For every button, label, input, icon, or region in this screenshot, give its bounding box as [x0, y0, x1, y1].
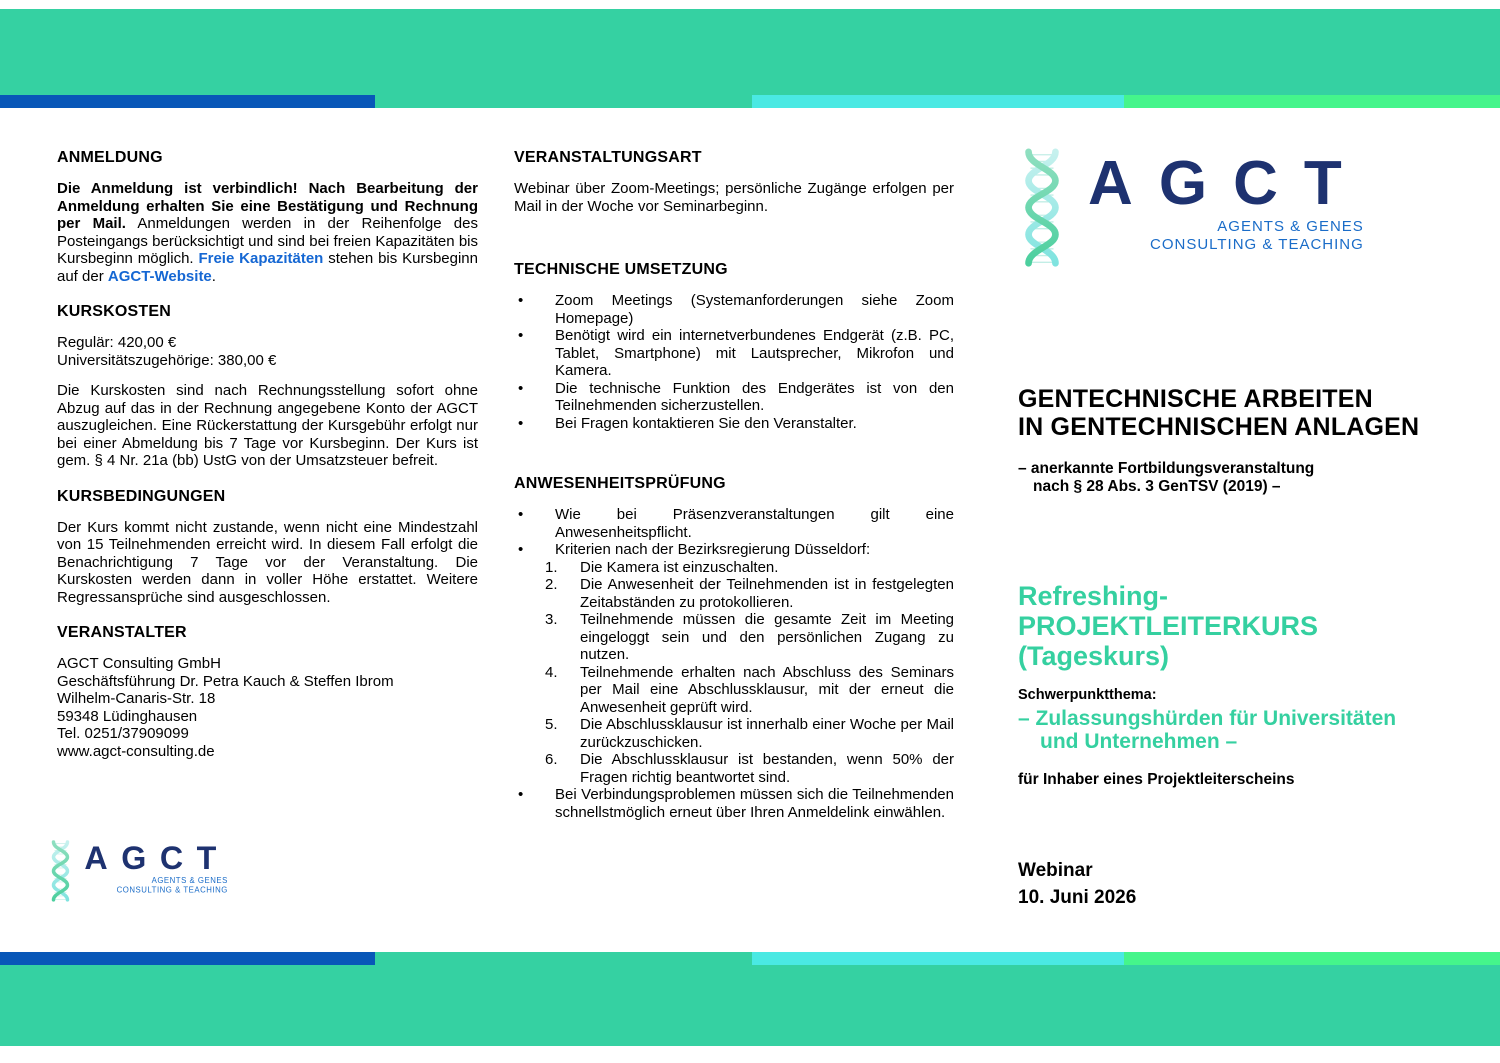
number-marker: 3. — [545, 611, 558, 628]
list-item — [545, 716, 954, 751]
price-university: Universitätszugehörige: 380,00 € — [57, 351, 277, 369]
organizer-city: 59348 Lüdinghausen — [57, 707, 198, 725]
number-marker: 4. — [545, 663, 558, 681]
price-regular: Regulär: 420,00 € — [57, 334, 177, 351]
veranstaltungsart-paragraph: Webinar über Zoom-Meetings; persönliche Zugänge erfolgen per Mail in der Woche vor Seminarbeginn. — [514, 180, 954, 215]
top-segment-blue — [0, 95, 375, 108]
veranstaltungsart-heading: VERANSTALTUNGSART — [514, 149, 702, 166]
bullet-text: Benötigt wird ein internetverbundenes Endgerät (z.B. PC, Tablet, Smartphone) mit Lautsprecher, Mikrofon und Kamera. — [555, 327, 954, 379]
link-freie-kapazitaeten[interactable]: Freie Kapazitäten — [198, 250, 324, 267]
numbered-text: Die Anwesenheit der Teilnehmenden ist in festgelegten Zeitabständen zu protokollieren. — [580, 576, 954, 611]
course-title-line1: Refreshing- — [1018, 581, 1169, 611]
bullet-text: Zoom Meetings (Systemanforderungen siehe Zoom Homepage) — [555, 292, 954, 327]
agct-logo-small-wrap — [48, 840, 398, 962]
bottom-segment-green — [1124, 952, 1500, 965]
organizer-management: Geschäftsführung Dr. Petra Kauch & Steffen Ibrom — [57, 672, 394, 690]
kursbedingungen-heading: KURSBEDINGUNGEN — [57, 487, 226, 505]
anwesenheit-bullet-list-2 — [514, 786, 954, 821]
link-agct-website[interactable]: AGCT-Website — [107, 267, 212, 285]
bullet-icon: • — [518, 414, 524, 432]
organizer-name: AGCT Consulting GmbH — [57, 655, 221, 672]
accreditation-line2: nach § 28 Abs. 3 GenTSV (2019) – — [1033, 478, 1281, 495]
list-item — [545, 559, 954, 577]
bottom-segment-teal — [375, 952, 752, 965]
list-item — [545, 751, 954, 786]
top-segment-teal — [375, 95, 752, 108]
bottom-teal-band — [0, 965, 1500, 1046]
numbered-text: Die Abschlussklausur ist innerhalb einer Woche per Mail zurückzuschicken. — [580, 716, 954, 751]
numbered-text: Teilnehmende müssen die gesamte Zeit im Meeting eingeloggt sein und den persönlichen Zugang zu nutzen. — [580, 611, 954, 663]
veranstalter-heading: VERANSTALTER — [57, 624, 187, 641]
right-column — [1018, 148, 1470, 911]
left-column — [57, 149, 478, 760]
list-item — [514, 541, 954, 559]
agct-logo-large — [1018, 148, 1470, 270]
course-title — [1018, 581, 1470, 671]
accreditation-subtitle — [1018, 460, 1470, 496]
price-list — [57, 334, 478, 369]
logo-subtext-line1: AGENTS & GENES — [151, 876, 228, 886]
bullet-text: Die technische Funktion des Endgerätes ist von den Teilnehmenden sicherzustellen. — [555, 379, 954, 414]
number-marker: 2. — [545, 576, 558, 593]
bullet-text: Bei Fragen kontaktieren Sie den Veranstalter. — [555, 414, 857, 432]
top-segment-cyan — [752, 95, 1124, 108]
anmeldung-bold-text: Die Anmeldung ist verbindlich! Nach Bearbeitung der Anmeldung erhalten Sie eine Bestätigung und Rechnung per Mail. — [57, 180, 478, 232]
middle-column — [514, 149, 954, 821]
event-info — [1018, 857, 1470, 911]
agct-logo-small — [48, 840, 230, 903]
bullet-icon: • — [518, 327, 524, 344]
section-veranstalter — [57, 624, 478, 760]
focus-topic-line1: – Zulassungshürden für Universitäten — [1018, 707, 1397, 730]
number-marker: 1. — [545, 558, 558, 576]
anmeldung-heading: ANMELDUNG — [57, 149, 163, 166]
accreditation-line1: – anerkannte Fortbildungsveranstaltung — [1018, 460, 1315, 477]
technische-heading: TECHNISCHE UMSETZUNG — [514, 261, 728, 278]
kurskosten-heading: KURSKOSTEN — [57, 303, 172, 320]
logo-text-block — [84, 842, 230, 895]
kurskosten-paragraph: Die Kurskosten sind nach Rechnungsstellung sofort ohne Abzug auf das in der Rechnung angegebene Konto der AGCT auszugleichen. Eine Rückerstattung der Kursgebühr erfolgt nur bei einer Abmeldung bis 7 Tage vor Kursbeginn. Der Kurs ist gem. § 4 Nr. 21a (bb) UstG von der Umsatzsteuer befreit. — [57, 382, 478, 469]
logo-subtext — [84, 876, 227, 895]
top-teal-band — [0, 9, 1500, 95]
numbered-text: Die Abschlussklausur ist bestanden, wenn 50% der Fragen richtig beantwortet sind. — [580, 751, 954, 786]
course-title-line2: PROJEKTLEITERKURS — [1018, 611, 1319, 641]
number-marker: 6. — [545, 751, 558, 768]
focus-topic-label: Schwerpunktthema: — [1018, 687, 1157, 703]
number-marker: 5. — [545, 716, 558, 733]
numbered-text: Teilnehmende erhalten nach Abschluss des Seminars per Mail eine Abschlussklausur, mit der erneut die Anwesenheit geprüft wird. — [580, 663, 954, 716]
bullet-text: Bei Verbindungsproblemen müssen sich die Teilnehmenden schnellstmöglich erneut über Ihren Anmeldelink einwählen. — [555, 786, 954, 821]
list-item — [514, 327, 954, 380]
section-technische-umsetzung — [514, 261, 954, 432]
list-item — [545, 611, 954, 664]
organizer-website: www.agct-consulting.de — [57, 742, 215, 760]
bullet-text: Wie bei Präsenzveranstaltungen gilt eine Anwesenheitspflicht. — [555, 506, 954, 541]
logo-letters: AGCT — [84, 840, 230, 877]
logo-subtext-line1: AGENTS & GENES — [1217, 218, 1364, 235]
bullet-text: Kriterien nach der Bezirksregierung Düsseldorf: — [555, 541, 871, 558]
focus-topic — [1018, 707, 1470, 753]
kursbedingungen-paragraph: Der Kurs kommt nicht zustande, wenn nicht eine Mindestzahl von 15 Teilnehmenden erreicht wird. In diesem Fall erfolgt die Benachrichtigung 7 Tage vor der Veranstaltung. Die Kurskosten werden dann in voller Höhe erstattet. Weitere Regressansprüche sind ausgeschlossen. — [57, 518, 478, 606]
event-date: 10. Juni 2026 — [1018, 887, 1137, 908]
section-anmeldung — [57, 149, 478, 285]
section-kursbedingungen — [57, 488, 478, 607]
anmeldung-paragraph — [57, 180, 478, 285]
anmeldung-text-3: . — [211, 267, 216, 285]
logo-subtext-line2: CONSULTING & TEACHING — [1150, 236, 1364, 253]
bottom-segment-cyan — [752, 952, 1124, 965]
anmeldung-text-2: stehen bis Kursbeginn auf der — [57, 250, 478, 285]
organizer-street: Wilhelm-Canaris-Str. 18 — [57, 690, 216, 707]
organizer-address — [57, 655, 478, 760]
bullet-icon: • — [518, 292, 524, 309]
focus-topic-line2: und Unternehmen – — [1040, 730, 1238, 753]
section-kurskosten — [57, 303, 478, 470]
bullet-icon: • — [518, 506, 524, 523]
logo-letters: AGCT — [1088, 149, 1368, 218]
bullet-icon: • — [518, 379, 524, 397]
main-title-line2: IN GENTECHNISCHEN ANLAGEN — [1018, 412, 1420, 441]
list-item — [514, 380, 954, 415]
anwesenheit-bullet-list — [514, 506, 954, 559]
logo-text-block — [1088, 149, 1368, 254]
list-item — [514, 292, 954, 327]
course-title-line3: (Tageskurs) — [1018, 641, 1170, 671]
anmeldung-text-1: Anmeldungen werden in der Reihenfolge des Posteingangs berücksichtigt und sind bei freien Kapazitäten bis Kursbeginn möglich. — [57, 215, 478, 267]
dna-helix-icon — [48, 840, 73, 903]
list-item — [514, 786, 954, 821]
main-title-line1: GENTECHNISCHE ARBEITEN — [1018, 385, 1373, 413]
criteria-numbered-list — [514, 559, 954, 787]
technische-bullet-list — [514, 292, 954, 432]
logo-subtext — [1088, 218, 1364, 254]
list-item — [545, 664, 954, 717]
target-audience: für Inhaber eines Projektleiterscheins — [1018, 771, 1295, 788]
anwesenheit-heading: ANWESENHEITSPRÜFUNG — [514, 475, 726, 492]
list-item — [514, 506, 954, 541]
organizer-phone: Tel. 0251/37909099 — [57, 725, 189, 742]
logo-subtext-line2: CONSULTING & TEACHING — [116, 885, 228, 895]
top-segment-green — [1124, 95, 1500, 108]
section-veranstaltungsart — [514, 149, 954, 215]
numbered-text: Die Kamera ist einzuschalten. — [580, 558, 779, 576]
list-item — [514, 415, 954, 433]
dna-helix-icon — [1018, 148, 1066, 270]
bullet-icon: • — [518, 541, 524, 558]
event-type: Webinar — [1018, 860, 1093, 881]
main-title — [1018, 386, 1470, 441]
list-item — [545, 576, 954, 611]
bullet-icon: • — [518, 786, 524, 803]
section-anwesenheitspruefung — [514, 475, 954, 821]
